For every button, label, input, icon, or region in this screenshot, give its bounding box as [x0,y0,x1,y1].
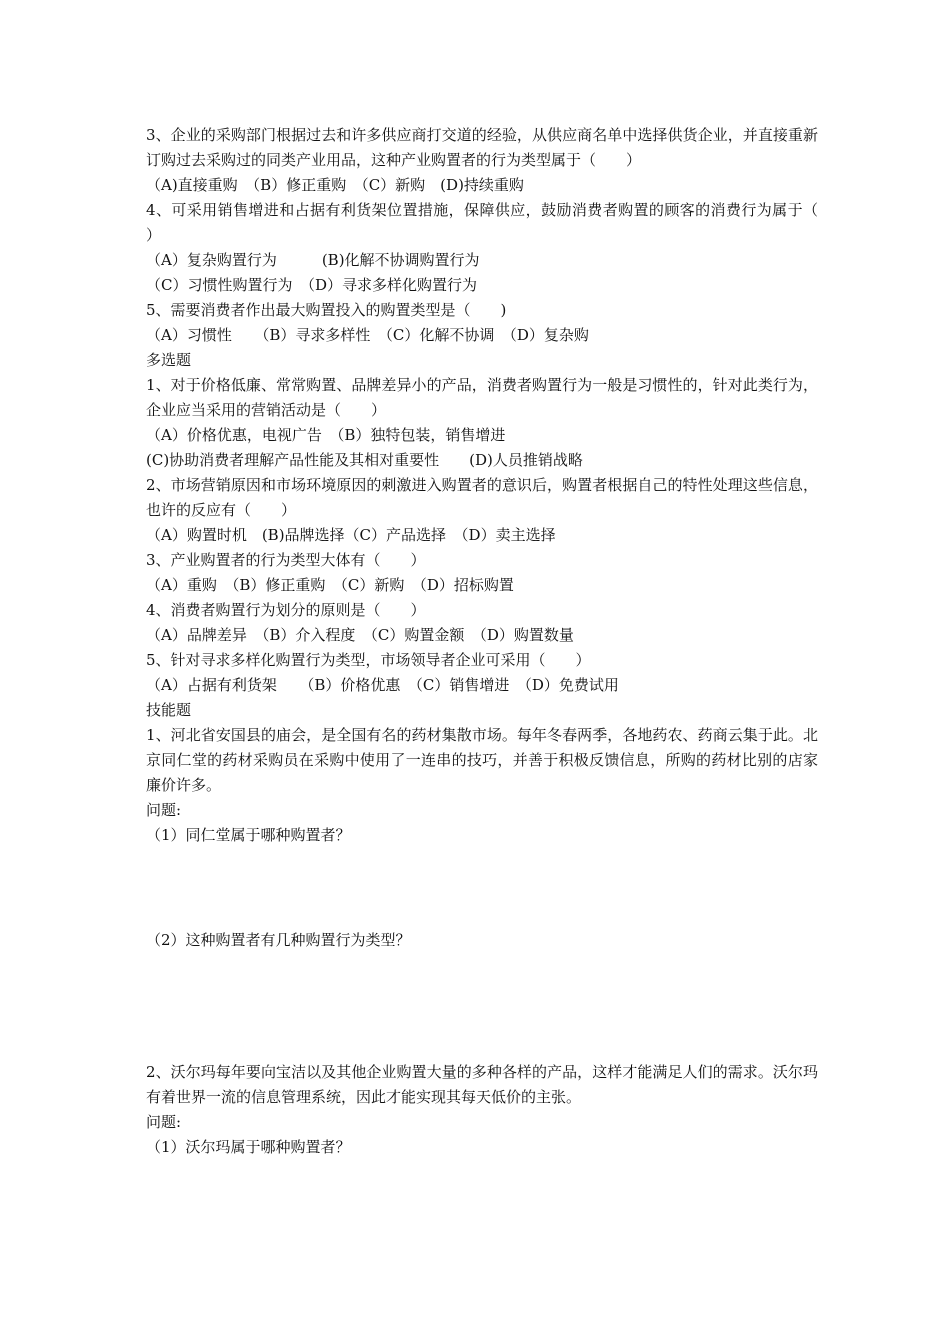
multi-q4-options: （A）品牌差异 （B）介入程度 （C）购置金额 （D）购置数量 [146,626,574,644]
skill-case2-text: 2、沃尔玛每年要向宝洁以及其他企业购置大量的多种各样的产品，这样才能满足人们的需求。沃尔玛有着世界一流的信息管理系统，因此才能实现其每天低价的主张。 [146,1063,818,1106]
multi-q4-stem: 4、消费者购置行为划分的原则是（ ） [146,601,426,619]
single-q5-options: （A）习惯性 （B）寻求多样性 （C）化解不协调 （D）复杂购 [146,326,589,344]
document-page [146,123,849,1160]
single-q3-stem: 3、企业的采购部门根据过去和许多供应商打交道的经验，从供应商名单中选择供货企业，并直接重新订购过去采购过的同类产业用品，这种产业购置者的行为类型属于（ ） [146,126,818,169]
multi-q1-options-2: (C)协助消费者理解产品性能及其相对重要性 (D)人员推销战略 [146,451,583,469]
single-q3-options: （A)直接重购 （B）修正重购 （C）新购 (D)持续重购 [146,176,524,194]
single-q4-options-2: （C）习惯性购置行为 （D）寻求多样化购置行为 [146,276,478,294]
multi-heading: 多选题 [146,351,192,369]
multi-q2-options: （A）购置时机 (B)品牌选择（C）产品选择 （D）卖主选择 [146,526,556,544]
answer-space [146,848,818,928]
skill-case1-q1: （1）同仁堂属于哪种购置者？ [146,826,351,844]
multi-q1-stem: 1、对于价格低廉、常常购置、品牌差异小的产品，消费者购置行为一般是习惯性的，针对此类行为，企业应当采用的营销活动是（ ） [146,376,818,419]
single-q5-stem: 5、需要消费者作出最大购置投入的购置类型是（ ) [146,301,507,319]
skill-case1-text: 1、河北省安国县的庙会，是全国有名的药材集散市场。每年冬春两季，各地药农、药商云集于此。北京同仁堂的药材采购员在采购中使用了一连串的技巧，并善于积极反馈信息，所购的药材比别的店家廉价许多。 [146,726,818,794]
single-q4-stem: 4、可采用销售增进和占据有利货架位置措施，保障供应，鼓励消费者购置的顾客的消费行为属于（ ） [146,201,849,244]
multi-q1-options-1: （A）价格优惠，电视广告 （B）独特包装，销售增进 [146,426,506,444]
skill-case2-question-label: 问题: [146,1113,182,1131]
skill-heading: 技能题 [146,701,192,719]
multi-q3-options: （A）重购 （B）修正重购 （C）新购 （D）招标购置 [146,576,514,594]
skill-case1-q2: （2）这种购置者有几种购置行为类型？ [146,931,411,949]
multi-q5-stem: 5、针对寻求多样化购置行为类型，市场领导者企业可采用（ ） [146,651,591,669]
skill-case1-question-label: 问题: [146,801,182,819]
multi-q2-stem: 2、市场营销原因和市场环境原因的刺激进入购置者的意识后，购置者根据自己的特性处理这些信息，也许的反应有（ ） [146,476,818,519]
skill-case2-q1: （1）沃尔玛属于哪种购置者？ [146,1138,351,1156]
answer-space [146,953,818,1060]
single-q4-options-1: （A）复杂购置行为 (B)化解不协调购置行为 [146,251,480,269]
multi-q5-options: （A）占据有利货架 （B）价格优惠 （C）销售增进 （D）免费试用 [146,676,619,694]
multi-q3-stem: 3、产业购置者的行为类型大体有（ ） [146,551,426,569]
